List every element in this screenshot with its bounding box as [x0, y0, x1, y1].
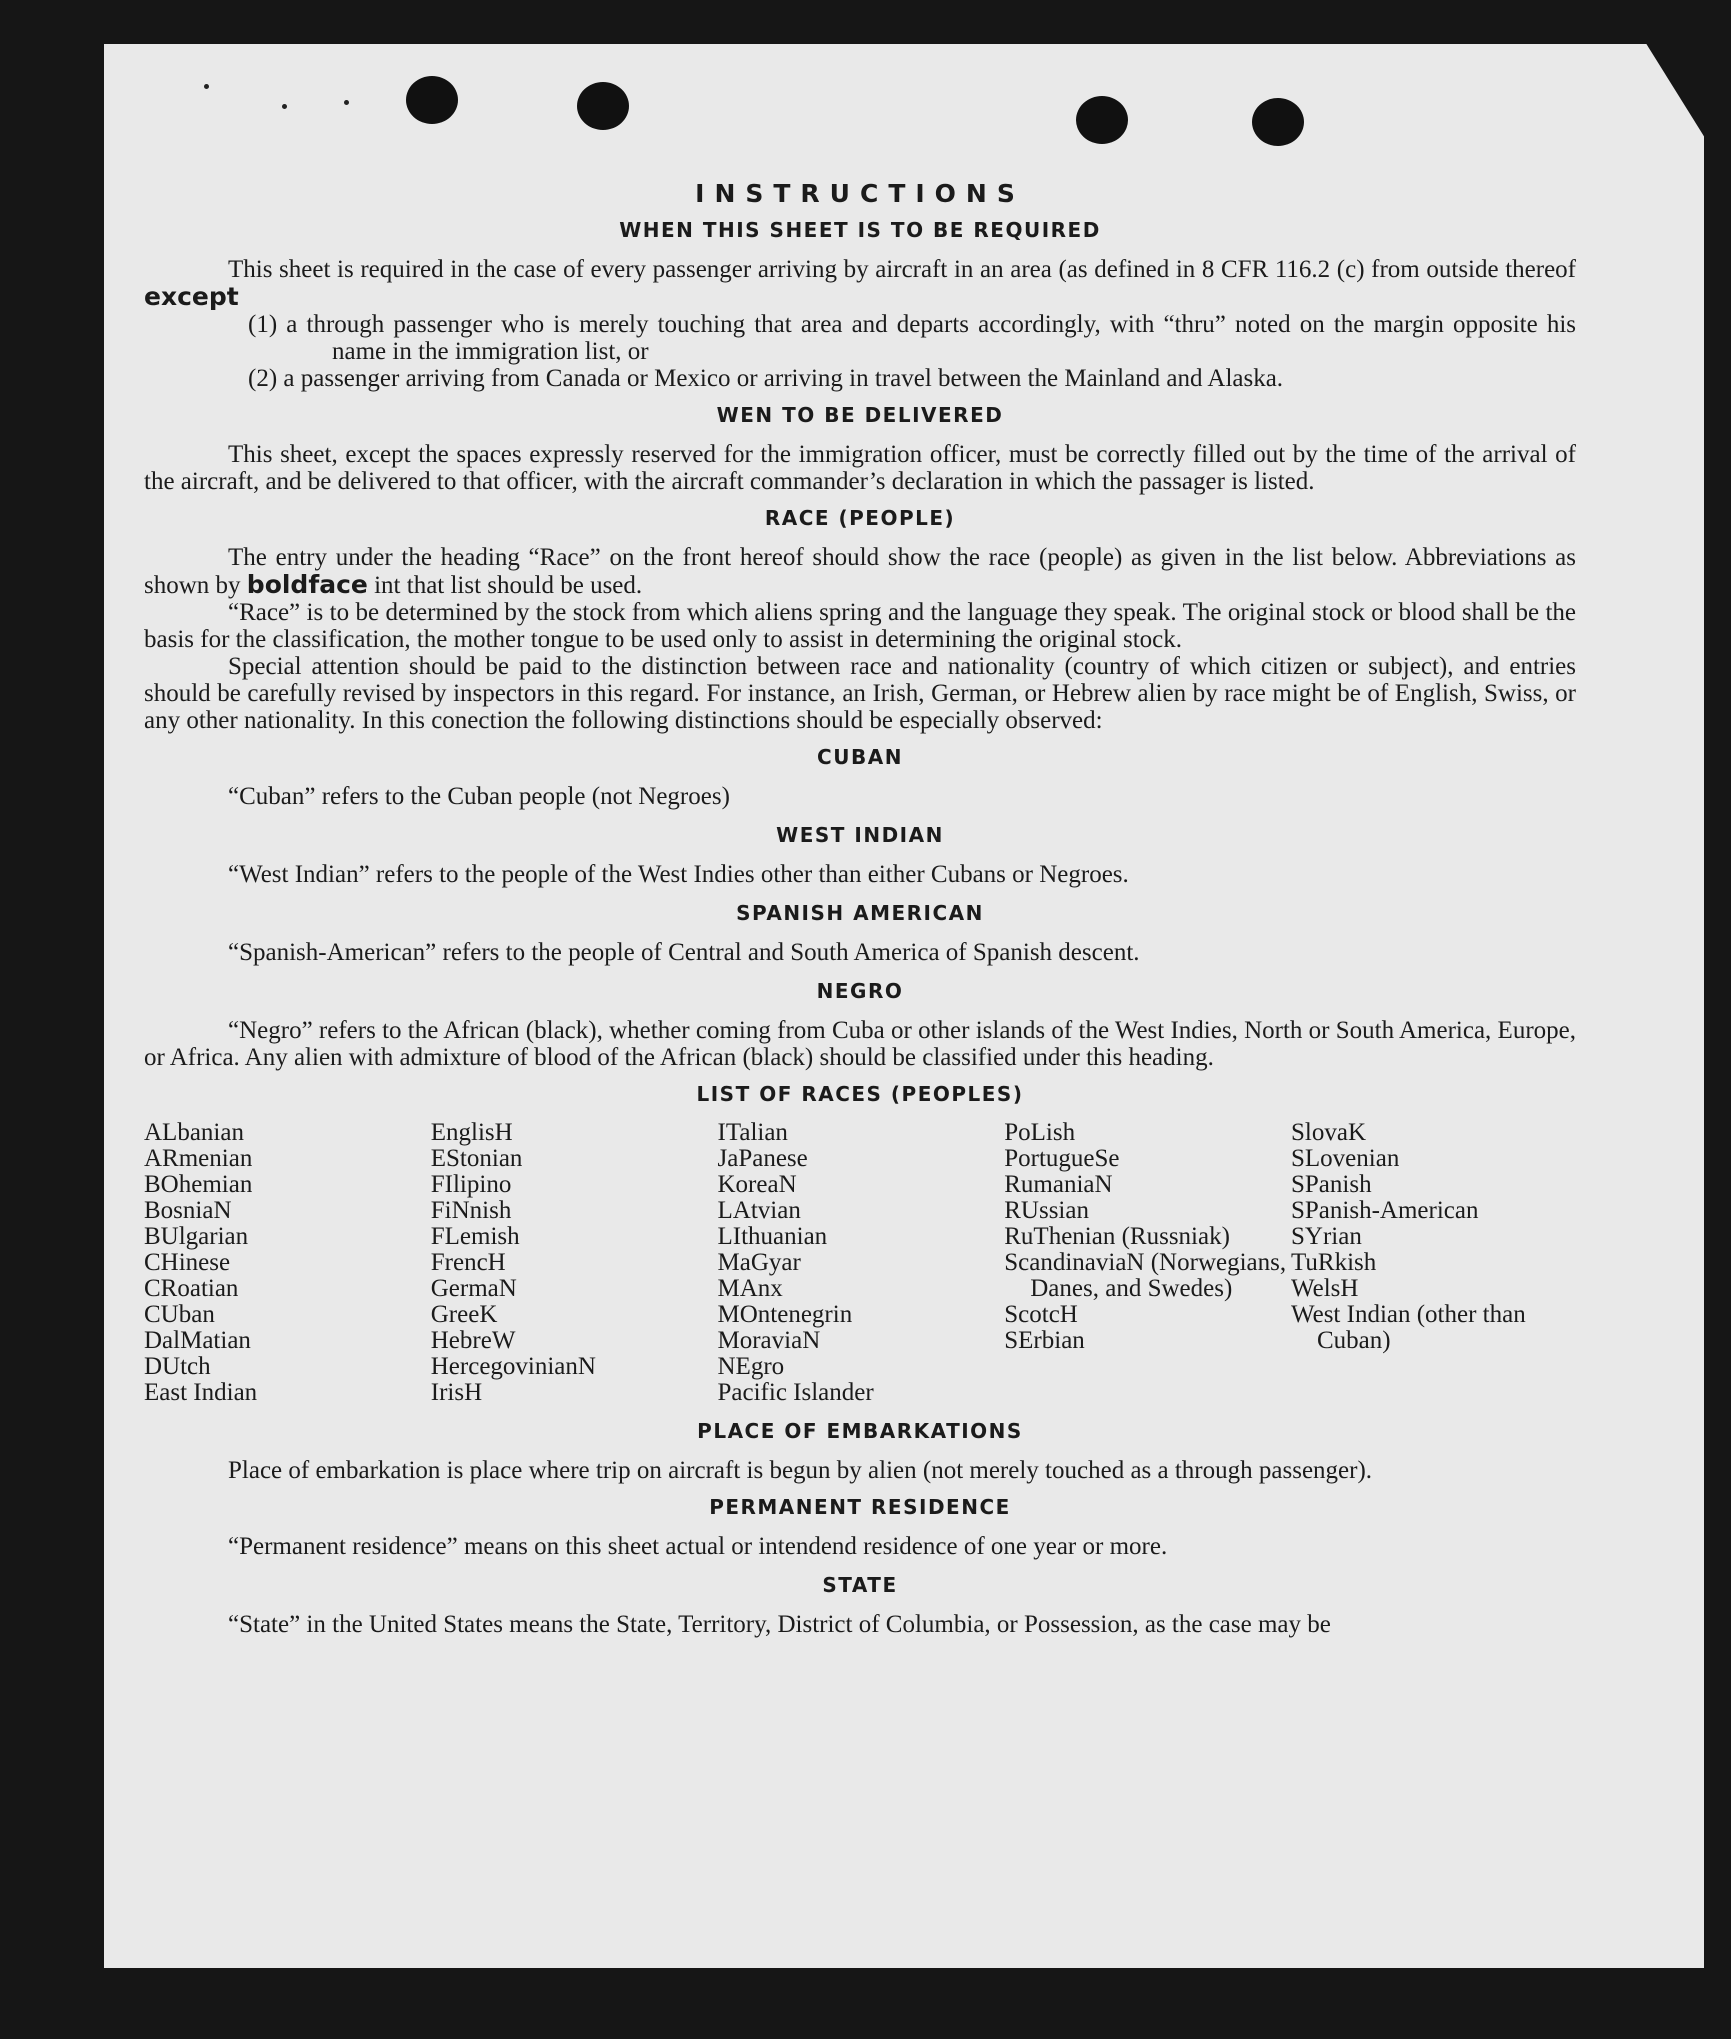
race-entry: SErbian [1004, 1327, 1085, 1354]
heading-state: STATE [822, 1573, 898, 1597]
race-entry: BOhemian [144, 1171, 253, 1198]
race-entry: MoraviaN [717, 1327, 821, 1354]
race-entry: RumaniaN [1004, 1171, 1113, 1198]
races-column-3 [718, 1120, 1003, 1406]
permanent-residence-text: “Permanent residence” means on this sheet actual or intendend residence of one year or more. [228, 1533, 1168, 1560]
race-entry: FrencH [430, 1249, 506, 1276]
race-entry: SLovenian [1291, 1145, 1400, 1172]
instructions-content [144, 172, 1576, 1638]
races-column-2 [431, 1120, 716, 1406]
race-entry: HebreW [430, 1327, 516, 1354]
punch-hole [1252, 98, 1304, 146]
heading-negro: NEGRO [816, 979, 904, 1003]
heading-embarkation: PLACE OF EMBARKATIONS [697, 1419, 1023, 1443]
race-entry: BUlgarian [144, 1223, 249, 1250]
race-entry: TuRkish [1291, 1249, 1377, 1276]
races-column-5 [1291, 1120, 1576, 1406]
heading-when-required: WHEN THIS SHEET IS TO BE REQUIRED [619, 218, 1101, 242]
races-column-4 [1004, 1120, 1289, 1406]
race-entry: West Indian (other than Cuban) [1291, 1301, 1526, 1354]
punch-hole [406, 76, 458, 124]
race-entry: WelsH [1291, 1275, 1359, 1302]
speck [204, 84, 209, 89]
heading-cuban: CUBAN [817, 745, 903, 769]
race-entry: GreeK [430, 1301, 498, 1328]
race-entry: LIthuanian [717, 1223, 828, 1250]
race-entry: JaPanese [717, 1145, 808, 1172]
race-entry: ARmenian [144, 1145, 253, 1172]
race-entry: EnglisH [430, 1119, 513, 1146]
races-list [144, 1120, 1576, 1406]
list-item: (1) a through passenger who is merely touching that area and departs accordingly, with “thru” noted on the margin opposite his name in the immigration list, or [248, 311, 1576, 365]
speck [282, 104, 287, 109]
race-entry: FiNnish [430, 1197, 512, 1224]
heading-west-indian: WEST INDIAN [776, 823, 944, 847]
race-entry: BosniaN [144, 1197, 232, 1224]
punch-hole [577, 82, 629, 130]
heading-list-of-races: LIST OF RACES (PEOPLES) [696, 1082, 1024, 1106]
race-entry: DalMatian [144, 1327, 251, 1354]
race-entry: MAnx [717, 1275, 783, 1302]
spanish-american-text: “Spanish-American” refers to the people of Central and South America of Spanish descent. [228, 939, 1140, 966]
race-entry: SPanish [1291, 1171, 1372, 1198]
race-entry: SYrian [1291, 1223, 1362, 1250]
race-entry: SlovaK [1291, 1119, 1366, 1146]
race-entry: IrisH [430, 1379, 483, 1406]
race-entry: Pacific Islander [717, 1379, 874, 1406]
race-paragraph-3: Special attention should be paid to the distinction between race and nationality (country of which citizen or subject), and entries should be carefully revised by inspectors in this regard. For instance, an Irish, German, or Hebrew alien by race might be of English, Swiss, or any other nationality. In this conection the following distinctions should be especially observed: [144, 653, 1576, 734]
races-column-1 [144, 1120, 429, 1406]
race-entry: HercegovinianN [430, 1353, 596, 1380]
embarkation-text: Place of embarkation is place where trip on aircraft is begun by alien (not merely touched as a through passenger). [228, 1457, 1373, 1484]
race-entry: LAtvian [717, 1197, 801, 1224]
list-item: (2) a passenger arriving from Canada or Mexico or arriving in travel between the Mainland and Alaska. [248, 365, 1284, 392]
race-entry: RuThenian (Russniak) [1004, 1223, 1230, 1250]
race-entry: East Indian [144, 1379, 258, 1406]
race-entry: PoLish [1004, 1119, 1076, 1146]
race-entry: ITalian [717, 1119, 788, 1146]
race-paragraph-2: “Race” is to be determined by the stock from which aliens spring and the language they speak. The original stock or blood shall be the basis for the classification, the mother tongue to be used only to assist in determining the original stock. [144, 599, 1576, 653]
when-delivered-text: This sheet, except the spaces expressly reserved for the immigration officer, must be correctly filled out by the time of the arrival of the aircraft, and be delivered to that officer, with the aircraft commander’s declaration in which the passager is listed. [144, 441, 1576, 495]
race-entry: CUban [144, 1301, 215, 1328]
race-entry: GermaN [430, 1275, 517, 1302]
when-required-intro: This sheet is required in the case of every passenger arriving by aircraft in an area (as defined in 8 CFR 116.2 (c) from outside thereof except [144, 256, 1576, 311]
race-entry: RUssian [1004, 1197, 1089, 1224]
race-entry: EStonian [430, 1145, 523, 1172]
state-text: “State” in the United States means the State, Territory, District of Columbia, or Possession, as the case may be [228, 1611, 1331, 1638]
race-entry: FIlipino [430, 1171, 512, 1198]
west-indian-text: “West Indian” refers to the people of the West Indies other than either Cubans or Negroes. [228, 861, 1129, 888]
race-entry: MaGyar [717, 1249, 801, 1276]
cuban-text: “Cuban” refers to the Cuban people (not Negroes) [228, 783, 730, 810]
heading-permanent-residence: PERMANENT RESIDENCE [709, 1495, 1011, 1519]
negro-text: “Negro” refers to the African (black), whether coming from Cuba or other islands of the West Indies, North or South America, Europe, or Africa. Any alien with admixture of blood of the African (black) should be classified under this heading. [144, 1017, 1576, 1071]
heading-race: RACE (PEOPLE) [764, 506, 956, 530]
race-entry: CHinese [144, 1249, 231, 1276]
punch-hole [1076, 96, 1128, 144]
boldface-word: boldface [246, 570, 368, 599]
race-entry: ALbanian [144, 1119, 244, 1146]
speck [344, 100, 349, 105]
race-entry: FLemish [430, 1223, 520, 1250]
heading-when-delivered: WEN TO BE DELIVERED [716, 403, 1004, 427]
race-entry: KoreaN [717, 1171, 797, 1198]
race-entry: PortugueSe [1004, 1145, 1120, 1172]
race-paragraph-1: The entry under the heading “Race” on the front hereof should show the race (people) as given in the list below. Abbreviations as shown by boldface int that list should be used. [144, 544, 1576, 599]
race-entry: NEgro [717, 1353, 785, 1380]
race-entry: ScotcH [1004, 1301, 1078, 1328]
race-entry: MOntenegrin [717, 1301, 853, 1328]
race-entry: SPanish-American [1291, 1197, 1479, 1224]
race-entry: DUtch [144, 1353, 211, 1380]
race-entry: CRoatian [144, 1275, 239, 1302]
page-title: INSTRUCTIONS [695, 179, 1025, 208]
except-bold: except [144, 282, 239, 311]
race-entry: ScandinaviaN (Norwegians, Danes, and Swedes) [1004, 1249, 1287, 1302]
heading-spanish-american: SPANISH AMERICAN [736, 901, 984, 925]
